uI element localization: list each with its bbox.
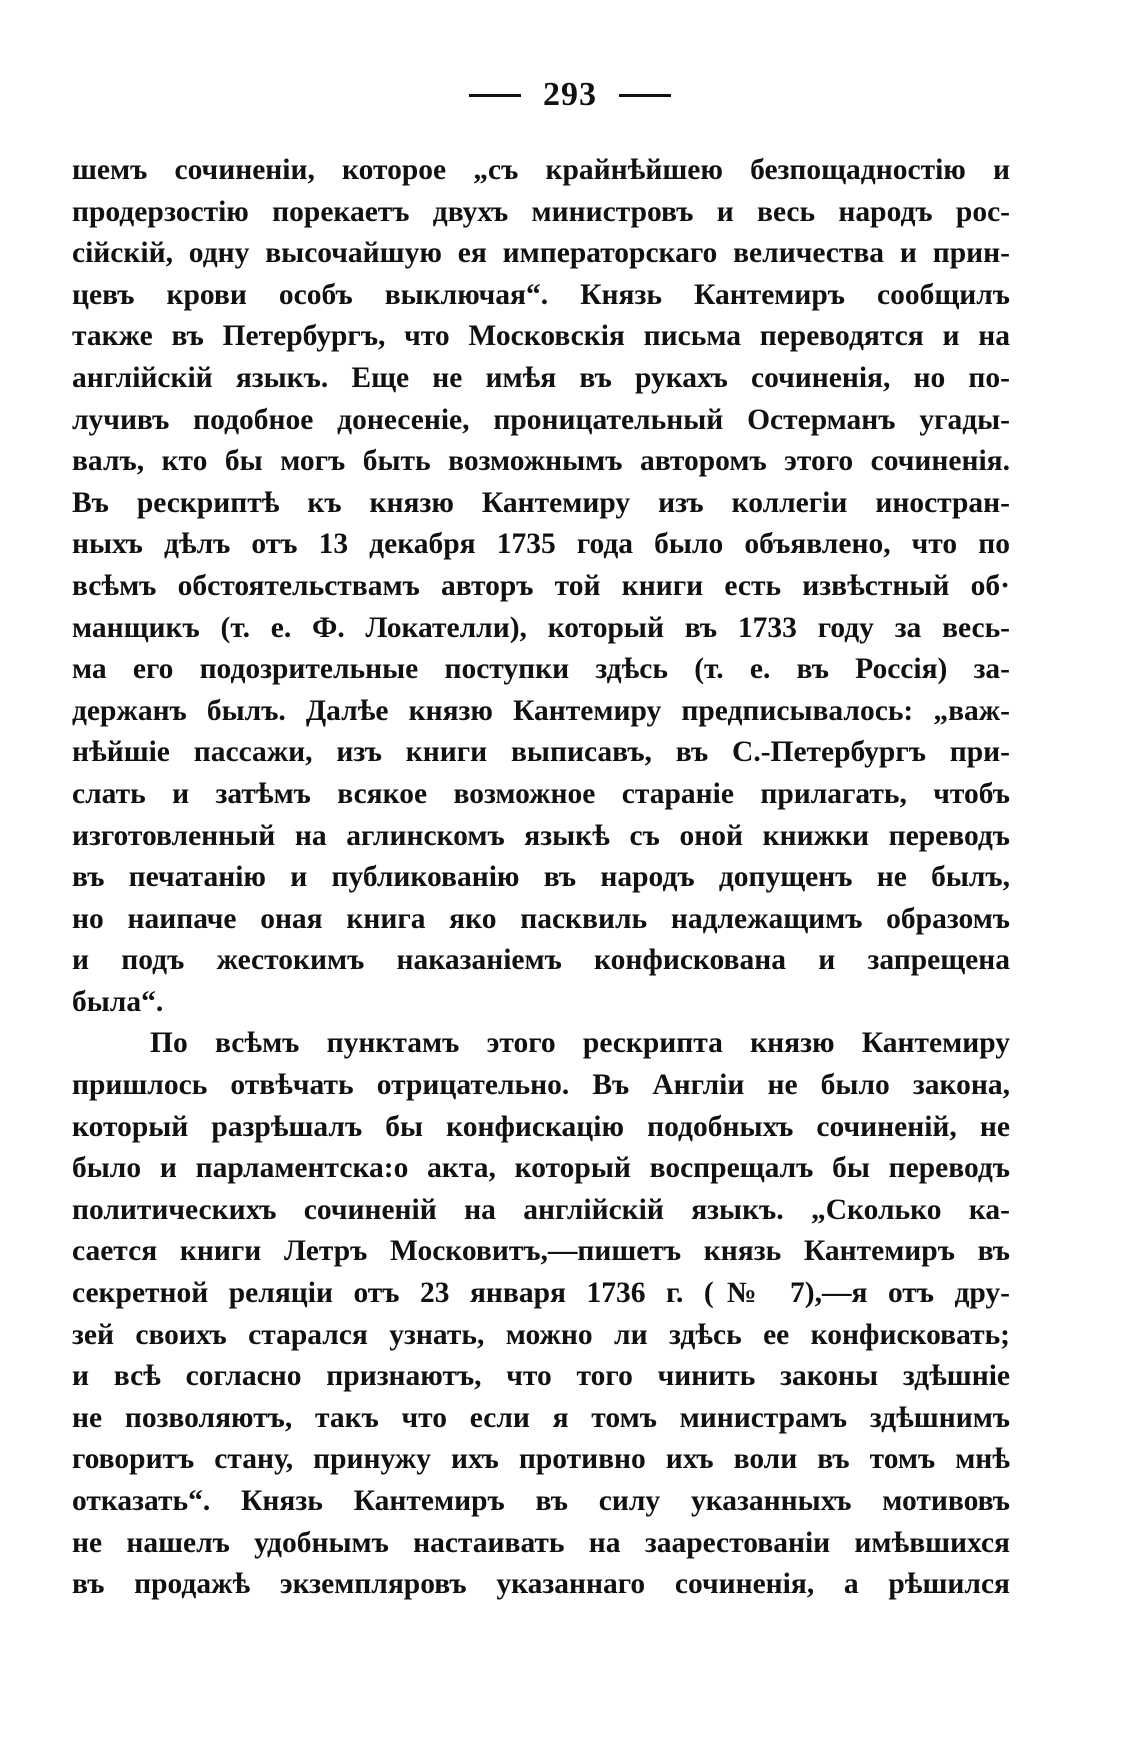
text-line: слать и затѣмъ всякое возможное стараніе прилагать, чтобъ <box>72 777 1010 810</box>
text-line: изготовленный на аглинскомъ языкѣ съ оной книжки переводъ <box>72 819 1010 852</box>
text-line: была“. <box>72 985 164 1018</box>
text-line: не нашелъ удобнымъ настаивать на заарестованіи имѣвшихся <box>72 1526 1010 1559</box>
text-line: говоритъ стану, принужу ихъ противно ихъ воли въ томъ мнѣ <box>72 1443 1010 1476</box>
body-text <box>72 150 1010 1606</box>
left-dash <box>469 94 521 97</box>
text-line: секретной реляціи отъ 23 января 1736 г. (№ 7),—я отъ дру- <box>72 1277 1010 1310</box>
text-line: было и парламентска:о акта, который воспрещалъ бы переводъ <box>72 1152 1010 1185</box>
text-line: англійскій языкъ. Еще не имѣя въ рукахъ сочиненія, но по- <box>72 361 1010 394</box>
text-line: держанъ былъ. Далѣе князю Кантемиру предписывалось: „важ- <box>72 694 1010 727</box>
text-line: валъ, кто бы могъ быть возможнымъ авторомъ этого сочиненія. <box>72 445 1010 478</box>
text-line: ныхъ дѣлъ отъ 13 декабря 1735 года было объявлено, что по <box>72 528 1010 561</box>
text-line: въ печатанію и публикованію въ народъ допущенъ не былъ, <box>72 861 1010 894</box>
text-line: зей своихъ старался узнать, можно ли здѣсь ее конфисковать; <box>72 1318 1010 1351</box>
text-line: который разрѣшалъ бы конфискацію подобныхъ сочиненій, не <box>72 1110 1010 1143</box>
text-line: не позволяютъ, такъ что если я томъ министрамъ здѣшнимъ <box>72 1401 1010 1434</box>
page-number: 293 <box>543 76 597 113</box>
text-line: ма его подозрительные поступки здѣсь (т. е. въ Россія) за- <box>72 653 1010 686</box>
text-line: шемъ сочиненіи, которое „съ крайнѣйшею безпощадностію и <box>72 154 1010 186</box>
text-line: По всѣмъ пунктамъ этого рескрипта князю Кантемиру <box>150 1027 1010 1060</box>
text-line: и подъ жестокимъ наказаніемъ конфискована и запрещена <box>72 944 1010 977</box>
text-line: пришлось отвѣчать отрицательно. Въ Англіи не было закона, <box>72 1069 1010 1102</box>
text-line: Въ рескриптѣ къ князю Кантемиру изъ коллегіи иностран- <box>72 486 1010 519</box>
text-line: цевъ крови особъ выключая“. Князь Кантемиръ сообщилъ <box>72 278 1010 311</box>
text-line: и всѣ согласно признаютъ, что того чинить законы здѣшніе <box>72 1360 1010 1393</box>
page-number-header <box>0 76 1140 114</box>
text-line: также въ Петербургъ, что Московскія письма переводятся и на <box>72 320 1010 353</box>
text-line: сается книги Летръ Московитъ,—пишетъ князь Кантемиръ въ <box>72 1235 1010 1268</box>
text-line: всѣмъ обстоятельствамъ авторъ той книги есть извѣстный об· <box>72 569 1010 602</box>
text-line: политическихъ сочиненій на англійскій языкъ. „Сколько ка- <box>72 1193 1010 1226</box>
text-line: нѣйшіе пассажи, изъ книги выписавъ, въ С.-Петербургъ при- <box>72 736 1010 769</box>
text-line: лучивъ подобное донесеніе, проницательный Остерманъ угады- <box>72 403 1010 436</box>
right-dash <box>619 94 671 97</box>
text-line: сійскій, одну высочайшую ея императорскаго величества и прин- <box>72 237 1010 270</box>
text-line: въ продажѣ экземпляровъ указаннаго сочиненія, а рѣшился <box>72 1568 1010 1601</box>
text-line: манщикъ (т. е. Ф. Локателли), который въ 1733 году за весь- <box>72 611 1010 644</box>
text-line: отказать“. Князь Кантемиръ въ силу указанныхъ мотивовъ <box>72 1485 1010 1517</box>
text-line: продерзостію порекаетъ двухъ министровъ и весь народъ рос- <box>72 195 1010 228</box>
text-line: но наипаче оная книга яко пасквиль надлежащимъ образомъ <box>72 902 1010 935</box>
